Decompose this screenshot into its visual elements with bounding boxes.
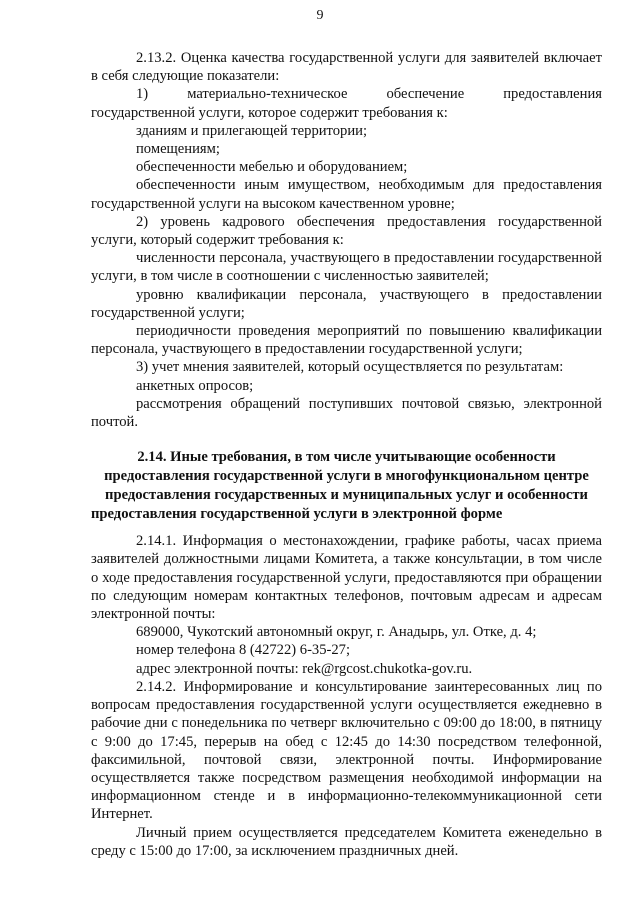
list-item-appeals: рассмотрения обращений поступивших почтовой связью, электронной почтой. bbox=[91, 395, 602, 431]
contact-email: адрес электронной почты: rek@rgcost.chukotka-gov.ru. bbox=[136, 660, 473, 677]
paragraph-staffing: 2) уровень кадрового обеспечения предоставления государственной услуги, который содержит требования к: bbox=[91, 213, 602, 249]
list-item-furniture: обеспеченности мебелью и оборудованием; bbox=[136, 159, 408, 176]
list-item-premises: помещениям; bbox=[136, 141, 220, 158]
paragraph-material-support: 1) материально-техническое обеспечение предоставления государственной услуги, которое содержит требования к: bbox=[91, 86, 602, 121]
paragraph-2-14-2: 2.14.2. Информирование и консультирование заинтересованных лиц по вопросам предоставления государственной услуги осуществляется ежедневно в рабочие дни с понедельника по четверг включительно с 09:00 до 18:00, в пятницу с 9:00 до 17:45, перерыв на обед с 12:45 до 14:30 посредством телефонной, факсимильной, почтовой связи, электронной почты. Информирование осуществляется также посредством размещения необходимой информации на информационном стенде и в информационно-телекоммуникационной сети Интернет. bbox=[91, 678, 602, 823]
page-number: 9 bbox=[316, 8, 324, 23]
paragraph-personal-reception: Личный прием осуществляется председателем Комитета еженедельно в среду с 15:00 до 17:00, за исключением праздничных дней. bbox=[91, 824, 602, 859]
contact-address: 689000, Чукотский автономный округ, г. Анадырь, ул. Отке, д. 4; bbox=[136, 624, 537, 641]
section-heading-2-14: 2.14. Иные требования, в том числе учитывающие особенности предоставления государственной услуги в многофункциональном центре предоставления государственных и муниципальных услуг и особенности предоставления государственной услуги в электронной форме bbox=[91, 449, 589, 523]
paragraph-2-14-1: 2.14.1. Информация о местонахождении, графике работы, часах приема заявителей должностными лицами Комитета, а также консультации, в том числе о ходе предоставления государственной услуги, предоставляются при обращении по следующим номерам контактных телефонов, почтовым адресам и адресам электронной почты: bbox=[91, 533, 602, 623]
document-body bbox=[91, 49, 602, 860]
list-item-buildings: зданиям и прилегающей территории; bbox=[136, 122, 368, 139]
paragraph-2-13-2: 2.13.2. Оценка качества государственной услуги для заявителей включает в себя следующие показатели: bbox=[91, 50, 602, 85]
list-item-surveys: анкетных опросов; bbox=[136, 377, 254, 394]
list-item-training-frequency: периодичности проведения мероприятий по повышению квалификации персонала, участвующего в предоставлении государственной услуги; bbox=[91, 323, 602, 358]
list-item-staff-qualification: уровню квалификации персонала, участвующего в предоставлении государственной услуги; bbox=[91, 286, 602, 321]
paragraph-applicant-opinion: 3) учет мнения заявителей, который осуществляется по результатам: bbox=[136, 359, 564, 376]
list-item-other-property: обеспеченности иным имуществом, необходимым для предоставления государственной услуги на высоком качественном уровне; bbox=[91, 177, 602, 212]
contact-phone: номер телефона 8 (42722) 6-35-27; bbox=[136, 642, 351, 659]
list-item-staff-count: численности персонала, участвующего в предоставлении государственной услуги, в том числе в соотношении с численностью заявителей; bbox=[91, 250, 602, 285]
